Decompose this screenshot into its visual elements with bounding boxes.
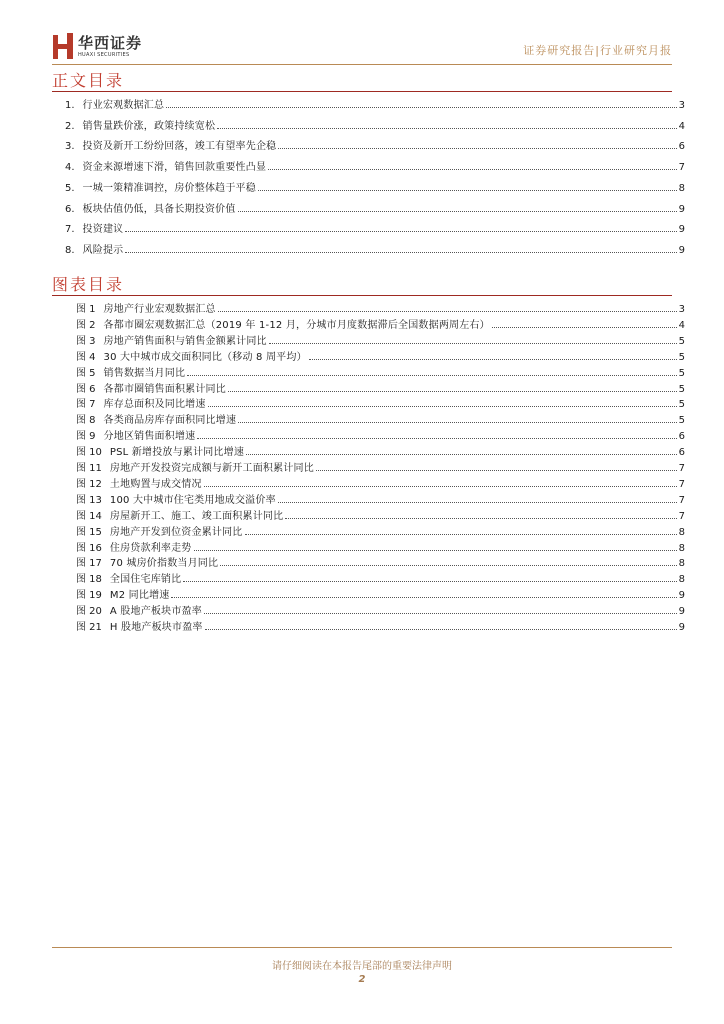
dot-leader bbox=[268, 169, 676, 170]
figure-entry-number: 图 4 bbox=[76, 351, 96, 363]
figure-entry-number: 图 9 bbox=[76, 431, 96, 443]
dot-leader bbox=[285, 518, 676, 519]
figure-entry-number: 图 8 bbox=[76, 415, 96, 427]
dot-leader bbox=[187, 375, 676, 376]
figure-entry[interactable] bbox=[76, 524, 685, 538]
toc-entry-page: 9 bbox=[678, 203, 685, 215]
figure-entry-page: 5 bbox=[678, 351, 685, 363]
figure-entry-title: 房地产销售面积与销售金额累计同比 bbox=[103, 335, 267, 347]
figure-entry-page: 6 bbox=[678, 431, 685, 443]
figure-entry[interactable] bbox=[76, 571, 685, 585]
toc-entry-page: 9 bbox=[678, 224, 685, 236]
figure-entry-number: 图 17 bbox=[76, 558, 102, 570]
figure-entry-title: 30 大中城市成交面积同比（移动 8 周平均） bbox=[103, 351, 307, 363]
dot-leader bbox=[197, 438, 676, 439]
legal-disclaimer-note: 请仔细阅读在本报告尾部的重要法律声明 bbox=[272, 961, 452, 972]
dot-leader bbox=[245, 534, 677, 535]
figure-entry[interactable] bbox=[76, 587, 685, 601]
toc-entry-page: 4 bbox=[678, 120, 685, 132]
footer-divider bbox=[52, 947, 672, 948]
figure-entry[interactable] bbox=[76, 460, 685, 474]
toc-entry-page: 8 bbox=[678, 182, 685, 194]
dot-leader bbox=[125, 231, 676, 232]
figure-entry-number: 图 14 bbox=[76, 510, 102, 522]
figure-entry-page: 6 bbox=[678, 447, 685, 459]
figure-entry[interactable] bbox=[76, 365, 685, 379]
figure-entry-number: 图 11 bbox=[76, 463, 102, 474]
figure-entry-number: 图 3 bbox=[76, 335, 96, 347]
dot-leader bbox=[183, 581, 676, 582]
figure-entry-number: 图 10 bbox=[76, 447, 102, 459]
toc-entry-number: 1. bbox=[65, 100, 75, 111]
page-number: 2 bbox=[358, 974, 366, 985]
figure-entry-title: 各类商品房库存面积同比增速 bbox=[103, 415, 237, 427]
toc-entry[interactable] bbox=[65, 180, 685, 194]
figure-entry-page: 8 bbox=[678, 542, 685, 554]
figure-entry-number: 图 6 bbox=[76, 383, 96, 395]
dot-leader bbox=[220, 565, 676, 566]
toc-title: 正文目录 bbox=[52, 71, 125, 90]
toc-entry-page: 6 bbox=[678, 141, 685, 153]
figure-entry[interactable] bbox=[76, 428, 685, 442]
figure-entry-number: 图 13 bbox=[76, 494, 102, 506]
figure-entry-page: 4 bbox=[678, 319, 685, 331]
figure-entry-number: 图 16 bbox=[76, 542, 102, 554]
figure-entry-page: 5 bbox=[678, 383, 685, 395]
figure-entry[interactable] bbox=[76, 349, 685, 363]
toc-entry-page: 3 bbox=[678, 100, 685, 111]
toc-entry-number: 3. bbox=[65, 141, 75, 153]
toc-entry[interactable] bbox=[65, 221, 685, 235]
figure-entry-number: 图 1 bbox=[76, 304, 96, 315]
figure-entry[interactable] bbox=[76, 476, 685, 490]
toc-entry-number: 6. bbox=[65, 203, 75, 215]
figure-entry-page: 8 bbox=[678, 574, 685, 586]
report-type: 证券研究报告|行业研究月报 bbox=[523, 44, 672, 57]
figure-entry-page: 8 bbox=[678, 558, 685, 570]
dot-leader bbox=[278, 502, 677, 503]
figure-entry-title: H 股地产板块市盈率 bbox=[109, 622, 203, 633]
figure-entry-page: 5 bbox=[678, 335, 685, 347]
figure-entry-number: 图 5 bbox=[76, 367, 96, 379]
figure-entry-title: 全国住宅库销比 bbox=[109, 574, 182, 586]
toc-entry[interactable] bbox=[65, 97, 685, 111]
figure-entry-title: PSL 新增投放与累计同比增速 bbox=[109, 447, 245, 459]
figure-entry-title: 房地产开发到位资金累计同比 bbox=[109, 526, 243, 538]
figure-entry-page: 7 bbox=[678, 510, 685, 522]
toc-entry-number: 5. bbox=[65, 182, 75, 194]
toc-entry-title: 板块估值仍低，具备长期投资价值 bbox=[82, 203, 236, 215]
toc-entry-number: 2. bbox=[65, 120, 75, 132]
figure-entry[interactable] bbox=[76, 412, 685, 426]
figure-entry-title: 土地购置与成交情况 bbox=[109, 478, 202, 490]
figure-entry[interactable] bbox=[76, 396, 685, 410]
figure-entry-number: 图 15 bbox=[76, 526, 102, 538]
page-header bbox=[52, 28, 672, 64]
figure-entry-title: 销售数据当月同比 bbox=[103, 367, 186, 379]
figure-entry-page: 9 bbox=[678, 590, 685, 602]
company-logo bbox=[52, 30, 162, 62]
brand-name: 华西证券 bbox=[78, 34, 143, 52]
figure-entry[interactable] bbox=[76, 444, 685, 458]
toc-entry-number: 7. bbox=[65, 224, 75, 236]
brand-subtitle: HUAXI SECURITIES bbox=[78, 52, 130, 58]
figure-entry-title: 住房贷款利率走势 bbox=[109, 542, 192, 554]
figure-entry-page: 7 bbox=[678, 463, 685, 474]
dot-leader bbox=[217, 128, 676, 129]
figure-entry-title: 房地产行业宏观数据汇总 bbox=[103, 304, 216, 315]
toc-entry-title: 投资建议 bbox=[82, 224, 124, 236]
figure-entry-number: 图 19 bbox=[76, 590, 102, 602]
toc-entry[interactable] bbox=[65, 138, 685, 152]
figure-entry-title: M2 同比增速 bbox=[109, 590, 170, 602]
figure-entry-title: 100 大中城市住宅类用地成交溢价率 bbox=[109, 494, 276, 506]
figure-entry[interactable] bbox=[76, 333, 685, 347]
toc-entry-number: 4. bbox=[65, 162, 75, 174]
toc-entry-title: 一城一策精准调控，房价整体趋于平稳 bbox=[82, 182, 256, 194]
figure-entry[interactable] bbox=[76, 381, 685, 395]
dot-leader bbox=[166, 107, 676, 108]
figure-entry-page: 7 bbox=[678, 478, 685, 490]
figures-toc-title: 图表目录 bbox=[52, 275, 125, 294]
toc-entry-title: 行业宏观数据汇总 bbox=[82, 100, 165, 111]
dot-leader bbox=[316, 470, 677, 471]
header-divider bbox=[52, 64, 672, 65]
figure-entry-page: 9 bbox=[678, 606, 685, 618]
figure-entry-page: 5 bbox=[678, 415, 685, 427]
figure-entry[interactable] bbox=[76, 555, 685, 569]
figure-entry-title: 各都市圈销售面积累计同比 bbox=[103, 383, 226, 395]
figure-entry-page: 3 bbox=[678, 304, 685, 315]
figure-entry-page: 7 bbox=[678, 494, 685, 506]
toc-entry[interactable] bbox=[65, 118, 685, 132]
figure-entry[interactable] bbox=[76, 603, 685, 617]
dot-leader bbox=[208, 406, 677, 407]
figure-entry-page: 5 bbox=[678, 367, 685, 379]
toc-entry-title: 投资及新开工纷纷回落，竣工有望率先企稳 bbox=[82, 141, 277, 153]
figure-entry[interactable] bbox=[76, 540, 685, 554]
figure-entry-page: 9 bbox=[678, 622, 685, 633]
figure-entry-title: 库存总面积及同比增速 bbox=[103, 399, 206, 411]
dot-leader bbox=[205, 629, 677, 630]
huaxi-logo-icon bbox=[52, 31, 74, 61]
figure-entry-title: 70 城房价指数当月同比 bbox=[109, 558, 219, 570]
dot-leader bbox=[269, 343, 677, 344]
toc-title-divider bbox=[52, 91, 672, 92]
toc-entry-title: 销售量跌价涨，政策持续宽松 bbox=[82, 120, 216, 132]
dot-leader bbox=[125, 252, 676, 253]
figure-entry-title: 房地产开发投资完成额与新开工面积累计同比 bbox=[109, 463, 314, 474]
figure-entry-number: 图 2 bbox=[76, 319, 96, 331]
figure-entry[interactable] bbox=[76, 492, 685, 506]
dot-leader bbox=[204, 613, 677, 614]
figure-entry-page: 8 bbox=[678, 526, 685, 538]
toc-entry-title: 资金来源增速下滑，销售回款重要性凸显 bbox=[82, 162, 267, 174]
toc-entry[interactable] bbox=[65, 242, 685, 256]
toc-entry[interactable] bbox=[65, 201, 685, 215]
dot-leader bbox=[218, 311, 677, 312]
figure-entry[interactable] bbox=[76, 619, 685, 633]
figure-entry-page: 5 bbox=[678, 399, 685, 411]
dot-leader bbox=[492, 327, 677, 328]
figure-entry-title: 房屋新开工、施工、竣工面积累计同比 bbox=[109, 510, 284, 522]
toc-entry-page: 7 bbox=[678, 162, 685, 174]
figure-entry-number: 图 18 bbox=[76, 574, 102, 586]
figure-entry[interactable] bbox=[76, 508, 685, 522]
figure-entry-number: 图 21 bbox=[76, 622, 102, 633]
dot-leader bbox=[238, 422, 676, 423]
figure-entry[interactable] bbox=[76, 301, 685, 315]
figures-title-divider bbox=[52, 295, 672, 296]
dot-leader bbox=[194, 550, 677, 551]
dot-leader bbox=[228, 391, 677, 392]
figure-entry-title: A 股地产板块市盈率 bbox=[109, 606, 202, 618]
figure-entry-title: 分地区销售面积增速 bbox=[103, 431, 196, 443]
dot-leader bbox=[238, 211, 677, 212]
dot-leader bbox=[309, 359, 677, 360]
toc-entry[interactable] bbox=[65, 159, 685, 173]
figure-entry[interactable] bbox=[76, 317, 685, 331]
figure-entry-number: 图 7 bbox=[76, 399, 96, 411]
figure-entry-title: 各都市圈宏观数据汇总（2019 年 1-12 月，分城市月度数据滞后全国数据两周左右） bbox=[103, 319, 490, 331]
dot-leader bbox=[171, 597, 676, 598]
figure-entry-number: 图 12 bbox=[76, 478, 102, 490]
figure-entry-number: 图 20 bbox=[76, 606, 102, 618]
toc-entry-title: 风险提示 bbox=[82, 244, 124, 256]
toc-entry-page: 9 bbox=[678, 244, 685, 256]
toc-entry-number: 8. bbox=[65, 244, 75, 256]
dot-leader bbox=[246, 454, 677, 455]
dot-leader bbox=[278, 148, 676, 149]
dot-leader bbox=[258, 190, 677, 191]
dot-leader bbox=[204, 486, 677, 487]
